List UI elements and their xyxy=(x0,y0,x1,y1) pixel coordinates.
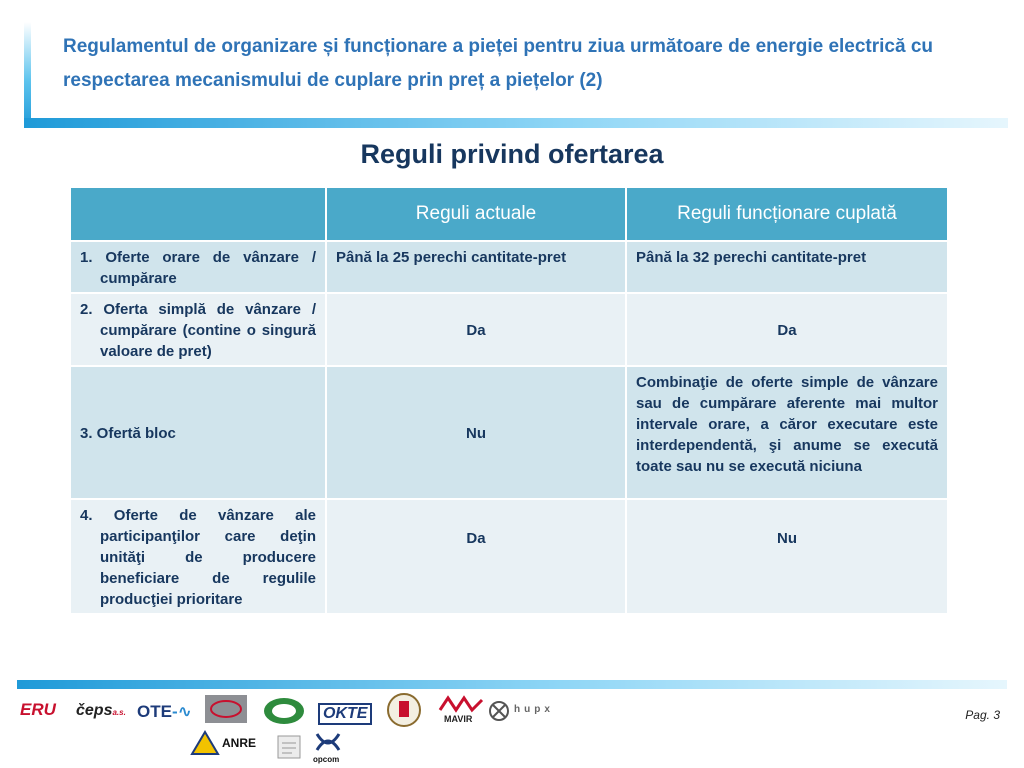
coupled-rule-cell: Nu xyxy=(626,499,948,614)
mavir-logo-icon xyxy=(438,694,484,714)
footer-accent-bar xyxy=(17,680,1007,689)
opcom-logo-label: opcom xyxy=(313,755,340,764)
table-row xyxy=(70,293,948,366)
seps-logo-icon xyxy=(262,696,306,726)
hungarian-seal-icon xyxy=(386,692,422,728)
table-header-row xyxy=(70,187,948,241)
hupx-logo-label: hupx xyxy=(514,704,554,715)
current-rule-cell: Nu xyxy=(326,366,626,499)
opcom-logo-icon xyxy=(314,730,342,754)
mavir-logo-label: MAVIR xyxy=(444,714,473,724)
column-header-criteria xyxy=(70,187,326,241)
anre-logo-label: ANRE xyxy=(222,736,257,750)
row-label: 2. Oferta simplă de vânzare / cumpărare (contine o singură valoare de pret) xyxy=(70,293,326,366)
row-label: 4. Oferte de vânzare ale participanţilor care deţin unităţi de producere beneficiare de regulile producţiei prioritare xyxy=(70,499,326,614)
current-rule-cell: Până la 25 perechi cantitate-pret xyxy=(326,241,626,293)
current-rule-cell: Da xyxy=(326,293,626,366)
hupx-logo-icon xyxy=(488,700,510,722)
row-label: 1. Oferte orare de vânzare / cumpărare xyxy=(70,241,326,293)
okte-logo: OKTE xyxy=(318,703,372,725)
page-number: Pag. 3 xyxy=(965,708,1000,722)
anre-logo-icon xyxy=(190,730,220,756)
column-header-coupled-rules: Reguli funcționare cuplată xyxy=(626,187,948,241)
column-header-current-rules: Reguli actuale xyxy=(326,187,626,241)
document-icon xyxy=(276,734,302,760)
coupled-rule-cell: Da xyxy=(626,293,948,366)
coupled-rule-cell: Până la 32 perechi cantitate-pret xyxy=(626,241,948,293)
ceps-logo: čepsa.s. xyxy=(76,702,126,719)
header-accent-vertical-bar xyxy=(24,22,31,128)
eru-logo: ERU xyxy=(20,700,56,719)
table-row xyxy=(70,241,948,293)
table-row xyxy=(70,366,948,499)
entsoe-logo-icon xyxy=(204,694,248,724)
coupled-rule-cell: Combinaţie de oferte simple de vânzare sau de cumpărare aferente mai multor intervale orare, a căror executare este interdependentă, şi anume se execută toate sau nu se execută niciuna xyxy=(626,366,948,499)
row-label: 3. Ofertă bloc xyxy=(70,366,326,499)
current-rule-cell: Da xyxy=(326,499,626,614)
ote-logo: OTE-∿ xyxy=(137,702,192,721)
rules-table xyxy=(69,186,949,615)
table-row xyxy=(70,499,948,614)
slide-title: Regulamentul de organizare și funcționare a pieței pentru ziua următoare de energie electrică cu respectarea mecanismului de cuplare prin preț a piețelor (2) xyxy=(63,36,934,91)
header-accent-horizontal-bar xyxy=(24,118,1008,128)
slide-subtitle: Reguli privind ofertarea xyxy=(360,139,664,169)
